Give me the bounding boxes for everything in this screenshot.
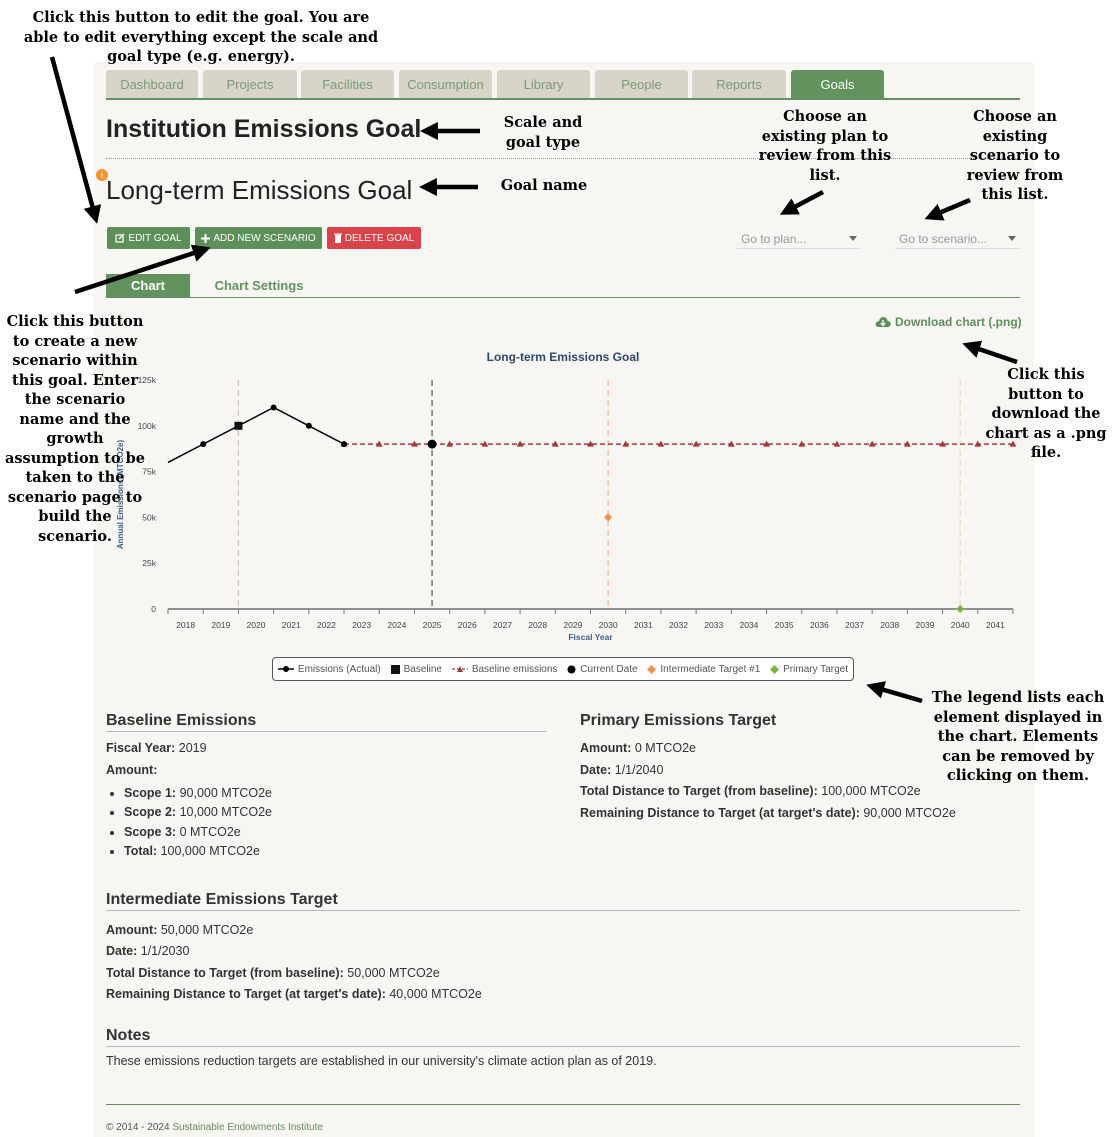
list-item: • Scope 1: 90,000 MTCO2e [124, 784, 272, 803]
y-tick-label: 100k [137, 420, 156, 431]
x-tick-label: 2031 [633, 620, 653, 630]
legend-label: Emissions (Actual) [297, 663, 381, 675]
annotation-plan: Choose an existing plan to review from this list. [758, 108, 892, 184]
x-tick-label: 2037 [845, 620, 865, 630]
x-tick-label: 2033 [704, 620, 724, 630]
annotation-goal-name: Goal name [500, 177, 588, 194]
intermediate-remaining-distance: Remaining Distance to Target (at target's date): 40,000 MTCO2e [106, 987, 482, 1001]
arrow [970, 346, 1017, 362]
list-item: • Scope 2: 10,000 MTCO2e [124, 803, 272, 822]
plan-select-text: Go to plan... [741, 231, 807, 246]
tab-reports[interactable]: Reports [692, 70, 786, 98]
tab-library[interactable]: Library [497, 70, 590, 98]
arrow [874, 687, 922, 701]
y-tick-label: 25k [142, 558, 156, 569]
x-tick-label: 2027 [493, 620, 512, 630]
x-tick-label: 2019 [211, 620, 231, 630]
x-tick-label: 2022 [316, 620, 336, 630]
primary-date: Date: 1/1/2040 [580, 763, 664, 777]
notes-title: Notes [106, 1027, 151, 1044]
y-tick-label: 75k [142, 466, 156, 477]
primary-amount: Amount: 0 MTCO2e [580, 741, 696, 755]
y-tick-label: 125k [137, 375, 156, 385]
x-tick-label: 2041 [985, 620, 1005, 630]
arrow [932, 200, 970, 216]
x-tick-label: 2028 [528, 620, 548, 630]
tab-goals[interactable]: Goals [791, 70, 884, 98]
x-tick-label: 2039 [915, 620, 935, 630]
download-chart-label: Download chart (.png) [895, 315, 1022, 329]
annotation-scenario: Choose an existing scenario to review from this list. [966, 108, 1064, 203]
x-tick-label: 2018 [176, 620, 196, 630]
legend-label: Baseline emissions [471, 663, 558, 675]
notes-text: These emissions reduction targets are established in our university's climate action plan as of 2019. [106, 1054, 657, 1068]
y-axis-label: Annual Emissions (MTCO2e) [116, 439, 125, 550]
annotation-download: Click this button to download the chart as a .png file. [985, 366, 1107, 461]
baseline-title: Baseline Emissions [106, 712, 257, 729]
footer: © 2014 - 2024 Sustainable Endowments Institute [106, 1122, 323, 1133]
y-tick-label: 50k [142, 512, 156, 523]
intermediate-amount: Amount: 50,000 MTCO2e [106, 923, 254, 937]
x-tick-label: 2026 [457, 620, 477, 630]
footer-link[interactable]: Sustainable Endowments Institute [172, 1122, 323, 1133]
x-tick-label: 2040 [950, 620, 970, 630]
x-tick-label: 2034 [739, 620, 759, 630]
goal-name: Long-term Emissions Goal [106, 175, 413, 205]
tab-consumption[interactable]: Consumption [399, 70, 492, 98]
arrow [75, 250, 203, 292]
tab-facilities[interactable]: Facilities [301, 70, 394, 98]
primary-remaining-distance: Remaining Distance to Target (at target's date): 90,000 MTCO2e [580, 806, 956, 820]
tab-projects[interactable]: Projects [203, 70, 297, 98]
x-tick-label: 2020 [246, 620, 266, 630]
x-tick-label: 2021 [281, 620, 301, 630]
list-item: • Total: 100,000 MTCO2e [124, 842, 272, 861]
x-tick-label: 2024 [387, 620, 407, 630]
x-tick-label: 2023 [352, 620, 372, 630]
scenario-select-text: Go to scenario... [899, 231, 988, 246]
legend-label: Baseline [403, 663, 442, 675]
x-tick-label: 2032 [669, 620, 688, 630]
annotation-scale: Scale and goal type [503, 114, 583, 151]
tab-chart[interactable]: Chart [106, 274, 190, 297]
x-tick-label: 2036 [809, 620, 829, 630]
legend-label: Intermediate Target #1 [660, 663, 761, 675]
tab-chart-settings[interactable]: Chart Settings [214, 278, 304, 293]
intermediate-date: Date: 1/1/2030 [106, 944, 190, 958]
x-axis-label: Fiscal Year [568, 632, 613, 642]
chart-title: Long-term Emissions Goal [486, 350, 640, 364]
primary-total-distance: Total Distance to Target (from baseline): 100,000 MTCO2e [580, 784, 921, 798]
legend-label: Primary Target [783, 663, 848, 675]
annotation-legend: The legend lists each element displayed in the chart. Elements can be removed by clicking on them. [931, 689, 1105, 784]
x-tick-label: 2030 [598, 620, 618, 630]
arrow [787, 192, 823, 211]
arrow [52, 57, 95, 216]
edit-goal-label: EDIT GOAL [128, 232, 182, 244]
annotation-edit: Click this button to edit the goal. You are able to edit everything except the scale and goal type (e.g. energy). [23, 9, 379, 65]
x-tick-label: 2029 [563, 620, 583, 630]
list-item: • Scope 3: 0 MTCO2e [124, 823, 272, 842]
tab-people[interactable]: People [595, 70, 688, 98]
scale-title: Institution Emissions Goal [106, 115, 422, 143]
primary-title: Primary Emissions Target [580, 712, 777, 729]
tab-dashboard[interactable]: Dashboard [106, 70, 198, 98]
intermediate-title: Intermediate Emissions Target [106, 891, 338, 908]
x-tick-label: 2025 [422, 620, 442, 630]
annotation-add: Click this button to create a new scenario within this goal. Enter the scenario name and the growth assumption to be taken to the scenario page to build the scenario. [5, 313, 145, 545]
legend-label: Current Date [580, 663, 638, 675]
delete-goal-label: DELETE GOAL [344, 232, 415, 244]
x-tick-label: 2035 [774, 620, 794, 630]
y-tick-label: 0 [151, 604, 156, 614]
info-icon[interactable]: i [96, 169, 108, 181]
x-tick-label: 2038 [880, 620, 900, 630]
baseline-amount-label: Amount: [106, 763, 158, 777]
intermediate-total-distance: Total Distance to Target (from baseline): 50,000 MTCO2e [106, 966, 440, 980]
baseline-fiscal-year: Fiscal Year: 2019 [106, 741, 207, 755]
add-scenario-label: ADD NEW SCENARIO [213, 232, 316, 244]
